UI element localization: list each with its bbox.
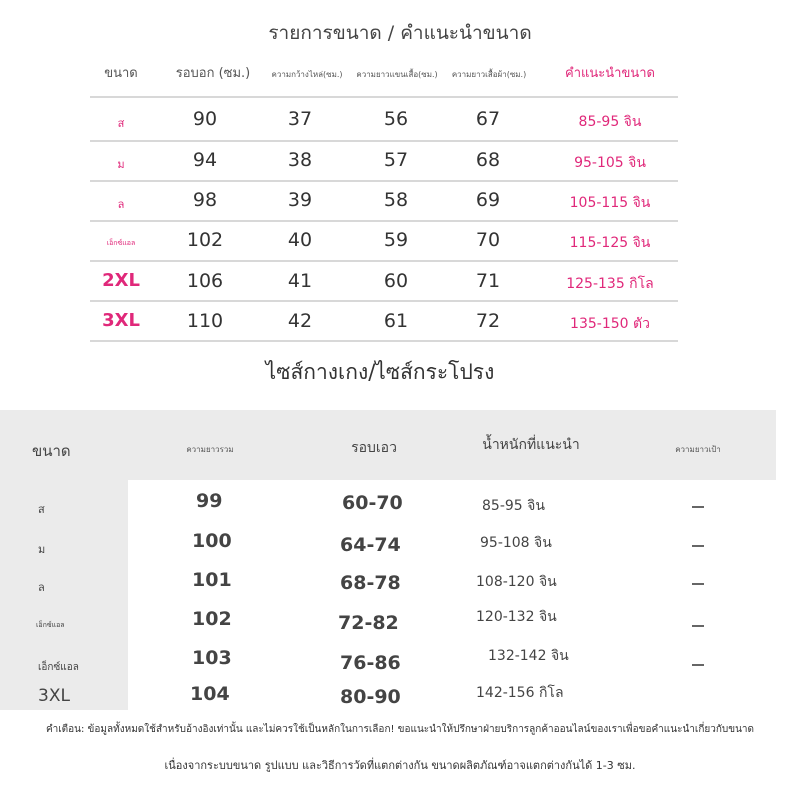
pants-length-value: 103 (192, 647, 232, 669)
length-value: 68 (475, 149, 501, 171)
recommendation-value: 105-115 จิน (569, 195, 651, 211)
top-table-row (0, 183, 800, 221)
sleeve-value: 56 (383, 108, 409, 130)
pants-size-label: ล (38, 581, 45, 594)
recommendation-value: 135-150 ตัว (570, 316, 650, 332)
header-length: ความยาวเสื้อผ้า(ซม.) (451, 70, 527, 79)
header-sleeve: ความยาวแขนเสื้อ(ซม.) (356, 70, 438, 79)
size-chart-title: รายการขนาด / คำแนะนำขนาด (268, 22, 532, 44)
top-table-row (0, 102, 800, 140)
recommendation-value: 85-95 จิน (578, 114, 642, 130)
pants-size-label: ม (38, 543, 46, 556)
pants-weight-value: 132-142 จิน (488, 648, 569, 664)
length-value: 67 (475, 108, 501, 130)
pants-waist-value: 68-78 (340, 572, 401, 594)
pants-weight-value: 95-108 จิน (480, 535, 552, 551)
sleeve-value: 61 (383, 310, 409, 332)
size-label: ล (117, 198, 125, 211)
pants-waist-value: 64-74 (340, 534, 401, 556)
pants-weight-value: 108-120 จิน (476, 574, 557, 590)
pants-table-body (128, 480, 776, 710)
size-label: เอ็กซ์แอล (106, 239, 136, 247)
shoulder-value: 41 (287, 270, 313, 292)
length-value: 70 (475, 229, 501, 251)
pants-length-value: 104 (190, 683, 230, 705)
pants-chart-title: ไซส์กางเกง/ไซส์กระโปรง (265, 360, 495, 384)
row-divider (90, 96, 678, 98)
disclaimer-note: คำเตือน: ข้อมูลทั้งหมดใช้สำหรับอ้างอิงเท่านั้น และไม่ควรใช้เป็นหลักในการเลือก! ขอแนะนำให้ปรึกษาฝ่ายบริการลูกค้าออนไลน์ของเราเพื่อขอคำแนะนำเกี่ยวกับขนาด (45, 724, 755, 735)
chest-value: 94 (192, 149, 218, 171)
pants-header-size: ขนาด (32, 442, 71, 460)
chest-value: 102 (186, 229, 224, 251)
top-table-row (0, 264, 800, 302)
top-table-row (0, 143, 800, 181)
top-table-header (0, 62, 800, 88)
header-shoulder: ความกว้างไหล่(ซม.) (271, 70, 343, 79)
top-table-row (0, 223, 800, 261)
header-size: ขนาด (104, 66, 138, 81)
pants-length-value: 101 (192, 569, 232, 591)
pants-header-weight: น้ำหนักที่แนะนำ (482, 437, 580, 453)
length-value: 72 (475, 310, 501, 332)
size-label: 3XL (102, 310, 140, 331)
pants-waist-value: 80-90 (340, 686, 401, 708)
recommendation-value: 125-135 กิโล (566, 276, 654, 292)
pants-weight-value: 120-132 จิน (476, 609, 557, 625)
length-value: 69 (475, 189, 501, 211)
sleeve-value: 59 (383, 229, 409, 251)
recommendation-value: 95-105 จิน (574, 155, 646, 171)
pants-rise-dash (692, 545, 704, 547)
sleeve-value: 58 (383, 189, 409, 211)
pants-rise-dash (692, 625, 704, 627)
chest-value: 110 (186, 310, 224, 332)
measurement-note: เนื่องจากระบบขนาด รูปแบบ และวิธีการวัดที่แตกต่างกัน ขนาดผลิตภัณฑ์อาจแตกต่างกันได้ 1-3 ซม. (164, 759, 636, 772)
pants-rise-dash (692, 506, 704, 508)
header-chest: รอบอก (ซม.) (175, 66, 251, 81)
shoulder-value: 37 (287, 108, 313, 130)
shoulder-value: 38 (287, 149, 313, 171)
pants-weight-value: 142-156 กิโล (476, 685, 564, 701)
length-value: 71 (475, 270, 501, 292)
pants-weight-value: 85-95 จิน (482, 498, 545, 514)
pants-waist-value: 72-82 (338, 612, 399, 634)
sleeve-value: 57 (383, 149, 409, 171)
pants-length-value: 100 (192, 530, 232, 552)
row-divider (90, 140, 678, 142)
pants-length-value: 102 (192, 608, 232, 630)
chest-value: 90 (192, 108, 218, 130)
sleeve-value: 60 (383, 270, 409, 292)
recommendation-value: 115-125 จิน (569, 235, 651, 251)
chest-value: 98 (192, 189, 218, 211)
pants-rise-dash (692, 664, 704, 666)
chest-value: 106 (186, 270, 224, 292)
pants-size-label: เอ็กซ์แอล (38, 662, 79, 673)
pants-size-label: เอ็กซ์แอล (36, 621, 65, 629)
pants-length-value: 99 (196, 490, 223, 512)
shoulder-value: 39 (287, 189, 313, 211)
pants-size-label: 3XL (38, 686, 70, 706)
top-table-row (0, 304, 800, 342)
header-recommendation: คำแนะนำขนาด (565, 66, 655, 81)
pants-header-length: ความยาวรวม (186, 445, 234, 454)
shoulder-value: 42 (287, 310, 313, 332)
pants-size-label: ส (38, 503, 45, 516)
pants-header-waist: รอบเอว (351, 440, 397, 456)
pants-waist-value: 60-70 (342, 492, 403, 514)
size-label: 2XL (102, 270, 140, 291)
shoulder-value: 40 (287, 229, 313, 251)
size-label: ม (117, 158, 125, 171)
pants-rise-dash (692, 583, 704, 585)
pants-waist-value: 76-86 (340, 652, 401, 674)
size-label: ส (117, 117, 125, 130)
pants-header-rise: ความยาวเป้า (675, 445, 721, 454)
